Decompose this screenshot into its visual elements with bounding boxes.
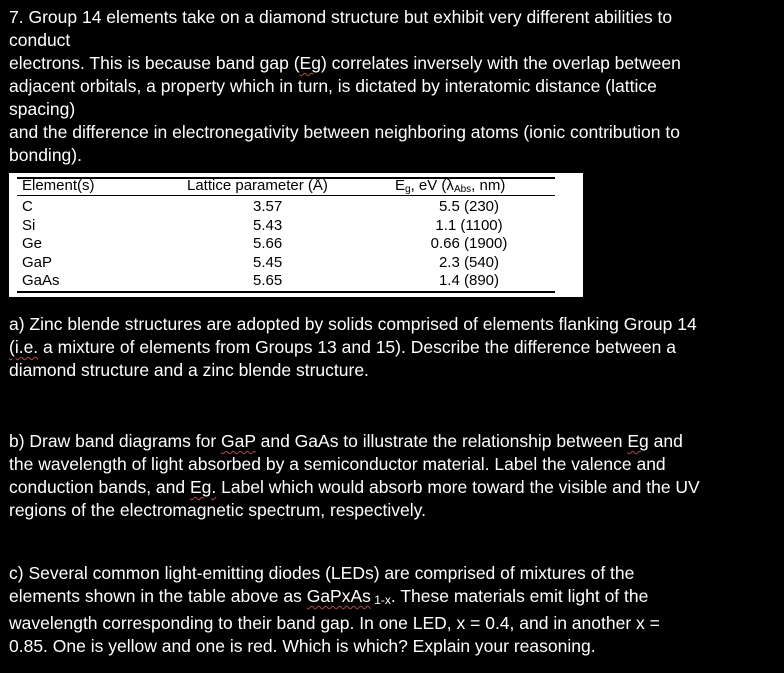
- question-c-line: [9, 585, 775, 612]
- column-header-element: Element(s): [22, 177, 95, 194]
- question-a-line: diamond structure and a zinc blende structure.: [9, 360, 369, 380]
- question-c-line: 0.85. One is yellow and one is red. Which is which? Explain your reasoning.: [9, 636, 596, 656]
- question-b-line: regions of the electromagnetic spectrum, respectively.: [9, 500, 426, 520]
- intro-text: ) correlates inversely with the overlap between: [320, 53, 681, 73]
- cell-element: Ge: [22, 235, 43, 252]
- question-b-line: [9, 476, 775, 499]
- cell-band-gap: 1.1 (1100): [435, 216, 503, 234]
- cell-lattice: 5.45: [253, 253, 283, 271]
- intro-paragraph: [9, 6, 775, 167]
- cell-element: GaAs: [22, 272, 60, 289]
- cell-lattice: 5.43: [253, 216, 283, 234]
- question-c-line: c) Several common light-emitting diodes (LEDs) are comprised of mixtures of the: [9, 563, 635, 583]
- cell-band-gap: 2.3 (540): [438, 253, 500, 271]
- question-b-line: the wavelength of light absorbed by a semiconductor material. Label the valence and: [9, 454, 666, 474]
- intro-line: spacing): [9, 99, 76, 119]
- intro-line: 7. Group 14 elements take on a diamond structure but exhibit very different abilities to: [9, 7, 673, 27]
- cell-band-gap: 1.4 (890): [438, 272, 500, 289]
- question-b-text: conduction bands, and: [9, 477, 190, 497]
- question-a-text: a mixture of elements from Groups 13 and 15). Describe the difference between a: [38, 337, 676, 357]
- gap-word: GaP: [221, 431, 256, 451]
- question-c: [9, 562, 775, 658]
- intro-text: electrons. This is because band gap (: [9, 53, 300, 73]
- question-a-line: [9, 336, 775, 359]
- question-b: [9, 430, 775, 522]
- question-b-text: and GaAs to illustrate the relationship between: [255, 431, 628, 451]
- table-row: [9, 217, 583, 236]
- cell-element: Si: [22, 216, 36, 234]
- ie-abbreviation: (i.e.: [9, 337, 39, 357]
- cell-element: C: [22, 198, 33, 215]
- question-b-text: and: [648, 431, 683, 451]
- column-header-lattice: Lattice parameter (Å): [187, 177, 328, 194]
- eg-units-end: , nm): [471, 177, 506, 194]
- question-c-line: wavelength corresponding to their band gap. In one LED, x = 0.4, and in another x =: [9, 613, 660, 633]
- question-a: [9, 313, 775, 382]
- abs-subscript: Abs: [453, 184, 472, 195]
- band-gap-table: [9, 173, 583, 297]
- cell-lattice: 5.65: [253, 272, 283, 289]
- intro-line: [9, 52, 775, 75]
- intro-line: and the difference in electronegativity between neighboring atoms (ionic contribution to: [9, 122, 680, 142]
- table-row: [9, 198, 583, 217]
- question-b-text: b) Draw band diagrams for: [9, 431, 222, 451]
- cell-lattice: 5.66: [253, 235, 283, 252]
- formula: GaPxAs: [306, 586, 371, 606]
- question-b-text: Label which would absorb more toward the visible and the UV: [216, 477, 700, 497]
- eg-units: , eV (λ: [410, 177, 454, 194]
- eg-symbol: Eg.: [189, 477, 217, 497]
- table-row: [9, 254, 583, 273]
- question-b-line: [9, 430, 775, 453]
- table-row: [9, 235, 583, 254]
- question-c-text: . These materials emit light of the: [390, 586, 649, 606]
- eg-subscript: g: [405, 184, 411, 195]
- cell-element: GaP: [22, 253, 53, 271]
- eg-letter: E: [395, 177, 406, 194]
- table-bottom-rule: [17, 291, 555, 293]
- table-body: [9, 198, 583, 291]
- column-header-band-gap: [395, 177, 505, 199]
- intro-line: conduct: [9, 30, 71, 50]
- cell-band-gap: 5.5 (230): [438, 198, 500, 215]
- eg-symbol: Eg: [299, 53, 321, 73]
- cell-band-gap: 0.66 (1900): [430, 235, 508, 252]
- formula-subscript: 1-x: [370, 593, 391, 607]
- cell-lattice: 3.57: [253, 198, 283, 215]
- intro-line: adjacent orbitals, a property which in turn, is dictated by interatomic distance (lattice: [9, 76, 657, 96]
- question-a-line: a) Zinc blende structures are adopted by solids comprised of elements flanking Group 14: [9, 314, 697, 334]
- intro-line: bonding).: [9, 145, 82, 165]
- table-row: [9, 272, 583, 291]
- question-c-text: elements shown in the table above as: [9, 586, 307, 606]
- eg-symbol: Eg: [627, 431, 649, 451]
